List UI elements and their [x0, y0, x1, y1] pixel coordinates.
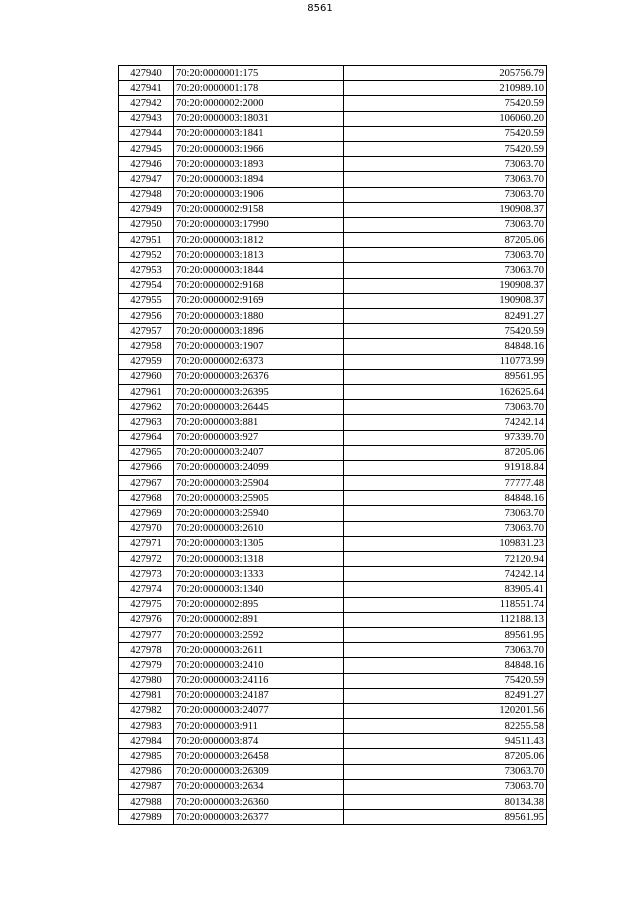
cadastral-number-cell: 70:20:0000003:2634 [174, 779, 344, 794]
cadastral-number-cell: 70:20:0000003:1333 [174, 567, 344, 582]
row-number-cell: 427951 [119, 233, 174, 248]
table-row [119, 157, 547, 172]
cadastral-number-cell: 70:20:0000003:1813 [174, 248, 344, 263]
table-row [119, 293, 547, 308]
table-row [119, 795, 547, 810]
table-row [119, 658, 547, 673]
row-number-cell: 427944 [119, 126, 174, 141]
table-row [119, 430, 547, 445]
row-number-cell: 427969 [119, 506, 174, 521]
cadastral-number-cell: 70:20:0000002:891 [174, 612, 344, 627]
cadastral-number-cell: 70:20:0000003:2611 [174, 643, 344, 658]
row-number-cell: 427972 [119, 552, 174, 567]
cadastral-number-cell: 70:20:0000003:1894 [174, 172, 344, 187]
row-number-cell: 427988 [119, 795, 174, 810]
table-row [119, 172, 547, 187]
row-number-cell: 427989 [119, 810, 174, 825]
cadastral-value-cell: 73063.70 [344, 217, 547, 232]
cadastral-value-cell: 84848.16 [344, 658, 547, 673]
table-row [119, 460, 547, 475]
cadastral-number-cell: 70:20:0000003:25940 [174, 506, 344, 521]
cadastral-value-cell: 94511.43 [344, 734, 547, 749]
cadastral-number-cell: 70:20:0000003:26395 [174, 384, 344, 399]
row-number-cell: 427985 [119, 749, 174, 764]
cadastral-number-cell: 70:20:0000003:26309 [174, 764, 344, 779]
cadastral-value-cell: 106060.20 [344, 111, 547, 126]
cadastral-number-cell: 70:20:0000003:24116 [174, 673, 344, 688]
cadastral-value-cell: 112188.13 [344, 612, 547, 627]
table-row [119, 384, 547, 399]
cadastral-value-cell: 205756.79 [344, 66, 547, 81]
table-row [119, 779, 547, 794]
table-row [119, 141, 547, 156]
cadastral-value-cell: 77777.48 [344, 476, 547, 491]
row-number-cell: 427982 [119, 703, 174, 718]
cadastral-value-cell: 87205.06 [344, 445, 547, 460]
table-row [119, 187, 547, 202]
cadastral-number-cell: 70:20:0000003:1812 [174, 233, 344, 248]
row-number-cell: 427975 [119, 597, 174, 612]
table-row [119, 324, 547, 339]
cadastral-value-cell: 162625.64 [344, 384, 547, 399]
row-number-cell: 427958 [119, 339, 174, 354]
row-number-cell: 427987 [119, 779, 174, 794]
row-number-cell: 427940 [119, 66, 174, 81]
cadastral-value-cell: 75420.59 [344, 141, 547, 156]
table-row [119, 673, 547, 688]
table-row [119, 248, 547, 263]
cadastral-number-cell: 70:20:0000003:2410 [174, 658, 344, 673]
table-row [119, 688, 547, 703]
cadastral-number-cell: 70:20:0000003:1906 [174, 187, 344, 202]
row-number-cell: 427942 [119, 96, 174, 111]
table-row [119, 400, 547, 415]
cadastral-number-cell: 70:20:0000003:874 [174, 734, 344, 749]
cadastral-number-cell: 70:20:0000003:2592 [174, 627, 344, 642]
cadastral-number-cell: 70:20:0000003:881 [174, 415, 344, 430]
cadastral-value-cell: 82255.58 [344, 719, 547, 734]
table-row [119, 81, 547, 96]
cadastral-value-cell: 109831.23 [344, 536, 547, 551]
cadastral-number-cell: 70:20:0000003:18031 [174, 111, 344, 126]
row-number-cell: 427948 [119, 187, 174, 202]
row-number-cell: 427961 [119, 384, 174, 399]
cadastral-value-cell: 89561.95 [344, 369, 547, 384]
cadastral-value-cell: 73063.70 [344, 400, 547, 415]
cadastral-value-cell: 83905.41 [344, 582, 547, 597]
cadastral-value-cell: 118551.74 [344, 597, 547, 612]
cadastral-number-cell: 70:20:0000003:26360 [174, 795, 344, 810]
table-row [119, 415, 547, 430]
table-row [119, 552, 547, 567]
table-row [119, 627, 547, 642]
cadastral-value-cell: 84848.16 [344, 339, 547, 354]
cadastral-number-cell: 70:20:0000003:25905 [174, 491, 344, 506]
row-number-cell: 427943 [119, 111, 174, 126]
cadastral-number-cell: 70:20:0000003:26445 [174, 400, 344, 415]
table-row [119, 126, 547, 141]
cadastral-number-cell: 70:20:0000003:2407 [174, 445, 344, 460]
cadastral-value-cell: 75420.59 [344, 126, 547, 141]
cadastral-number-cell: 70:20:0000003:26377 [174, 810, 344, 825]
cadastral-number-cell: 70:20:0000003:911 [174, 719, 344, 734]
cadastral-number-cell: 70:20:0000002:2000 [174, 96, 344, 111]
cadastral-number-cell: 70:20:0000003:24187 [174, 688, 344, 703]
cadastral-number-cell: 70:20:0000002:9168 [174, 278, 344, 293]
cadastral-number-cell: 70:20:0000003:26376 [174, 369, 344, 384]
table-row [119, 536, 547, 551]
cadastral-value-cell: 120201.56 [344, 703, 547, 718]
table-row [119, 339, 547, 354]
row-number-cell: 427957 [119, 324, 174, 339]
table-row [119, 506, 547, 521]
cadastral-value-cell: 75420.59 [344, 96, 547, 111]
cadastral-value-cell: 73063.70 [344, 521, 547, 536]
cadastral-number-cell: 70:20:0000002:6373 [174, 354, 344, 369]
cadastral-value-cell: 190908.37 [344, 293, 547, 308]
cadastral-number-cell: 70:20:0000001:175 [174, 66, 344, 81]
row-number-cell: 427974 [119, 582, 174, 597]
row-number-cell: 427981 [119, 688, 174, 703]
cadastral-value-cell: 74242.14 [344, 567, 547, 582]
cadastral-number-cell: 70:20:0000003:1907 [174, 339, 344, 354]
row-number-cell: 427977 [119, 627, 174, 642]
table-row [119, 567, 547, 582]
row-number-cell: 427953 [119, 263, 174, 278]
table-row [119, 643, 547, 658]
row-number-cell: 427986 [119, 764, 174, 779]
table-row [119, 233, 547, 248]
cadastral-number-cell: 70:20:0000002:895 [174, 597, 344, 612]
table-row [119, 521, 547, 536]
row-number-cell: 427962 [119, 400, 174, 415]
table-row [119, 749, 547, 764]
cadastral-number-cell: 70:20:0000003:25904 [174, 476, 344, 491]
table-row [119, 719, 547, 734]
table-row [119, 612, 547, 627]
row-number-cell: 427976 [119, 612, 174, 627]
cadastral-value-cell: 73063.70 [344, 248, 547, 263]
page-number: 8561 [307, 3, 333, 14]
row-number-cell: 427978 [119, 643, 174, 658]
table-row [119, 734, 547, 749]
cadastral-value-cell: 87205.06 [344, 749, 547, 764]
cadastral-value-cell: 190908.37 [344, 278, 547, 293]
table-row [119, 263, 547, 278]
row-number-cell: 427970 [119, 521, 174, 536]
row-number-cell: 427955 [119, 293, 174, 308]
cadastral-value-cell: 73063.70 [344, 779, 547, 794]
cadastral-value-cell: 73063.70 [344, 187, 547, 202]
cadastral-number-cell: 70:20:0000002:9169 [174, 293, 344, 308]
row-number-cell: 427947 [119, 172, 174, 187]
row-number-cell: 427952 [119, 248, 174, 263]
cadastral-number-cell: 70:20:0000003:1880 [174, 309, 344, 324]
row-number-cell: 427949 [119, 202, 174, 217]
cadastral-number-cell: 70:20:0000001:178 [174, 81, 344, 96]
cadastral-value-table [118, 65, 547, 825]
cadastral-number-cell: 70:20:0000003:26458 [174, 749, 344, 764]
cadastral-value-cell: 73063.70 [344, 643, 547, 658]
cadastral-number-cell: 70:20:0000003:24077 [174, 703, 344, 718]
cadastral-number-cell: 70:20:0000003:1318 [174, 552, 344, 567]
cadastral-number-cell: 70:20:0000003:1340 [174, 582, 344, 597]
table-row [119, 354, 547, 369]
cadastral-value-cell: 72120.94 [344, 552, 547, 567]
cadastral-number-cell: 70:20:0000002:9158 [174, 202, 344, 217]
cadastral-value-cell: 75420.59 [344, 673, 547, 688]
row-number-cell: 427980 [119, 673, 174, 688]
cadastral-value-cell: 210989.10 [344, 81, 547, 96]
table-body [119, 66, 547, 825]
table-row [119, 96, 547, 111]
table-row [119, 703, 547, 718]
table-row [119, 764, 547, 779]
row-number-cell: 427979 [119, 658, 174, 673]
cadastral-value-cell: 84848.16 [344, 491, 547, 506]
cadastral-value-cell: 73063.70 [344, 263, 547, 278]
cadastral-number-cell: 70:20:0000003:1893 [174, 157, 344, 172]
cadastral-number-cell: 70:20:0000003:1305 [174, 536, 344, 551]
row-number-cell: 427954 [119, 278, 174, 293]
table-row [119, 278, 547, 293]
table-row [119, 202, 547, 217]
row-number-cell: 427946 [119, 157, 174, 172]
table-row [119, 491, 547, 506]
cadastral-value-cell: 190908.37 [344, 202, 547, 217]
row-number-cell: 427941 [119, 81, 174, 96]
table-row [119, 309, 547, 324]
cadastral-number-cell: 70:20:0000003:24099 [174, 460, 344, 475]
cadastral-value-cell: 89561.95 [344, 810, 547, 825]
cadastral-number-cell: 70:20:0000003:1844 [174, 263, 344, 278]
table-row [119, 111, 547, 126]
row-number-cell: 427945 [119, 141, 174, 156]
cadastral-value-cell: 97339.70 [344, 430, 547, 445]
row-number-cell: 427956 [119, 309, 174, 324]
cadastral-number-cell: 70:20:0000003:2610 [174, 521, 344, 536]
row-number-cell: 427984 [119, 734, 174, 749]
cadastral-value-cell: 82491.27 [344, 309, 547, 324]
cadastral-number-cell: 70:20:0000003:927 [174, 430, 344, 445]
table-row [119, 66, 547, 81]
row-number-cell: 427959 [119, 354, 174, 369]
table-row [119, 369, 547, 384]
table-row [119, 476, 547, 491]
row-number-cell: 427965 [119, 445, 174, 460]
cadastral-number-cell: 70:20:0000003:1896 [174, 324, 344, 339]
row-number-cell: 427966 [119, 460, 174, 475]
row-number-cell: 427967 [119, 476, 174, 491]
cadastral-value-cell: 80134.38 [344, 795, 547, 810]
cadastral-value-cell: 91918.84 [344, 460, 547, 475]
table-row [119, 810, 547, 825]
cadastral-value-cell: 74242.14 [344, 415, 547, 430]
cadastral-value-cell: 89561.95 [344, 627, 547, 642]
cadastral-value-cell: 75420.59 [344, 324, 547, 339]
table-row [119, 582, 547, 597]
row-number-cell: 427964 [119, 430, 174, 445]
table-row [119, 597, 547, 612]
cadastral-value-cell: 73063.70 [344, 506, 547, 521]
table-row [119, 217, 547, 232]
cadastral-number-cell: 70:20:0000003:17990 [174, 217, 344, 232]
cadastral-value-cell: 73063.70 [344, 172, 547, 187]
row-number-cell: 427973 [119, 567, 174, 582]
cadastral-number-cell: 70:20:0000003:1841 [174, 126, 344, 141]
row-number-cell: 427950 [119, 217, 174, 232]
row-number-cell: 427960 [119, 369, 174, 384]
row-number-cell: 427983 [119, 719, 174, 734]
cadastral-value-cell: 87205.06 [344, 233, 547, 248]
cadastral-value-cell: 110773.99 [344, 354, 547, 369]
row-number-cell: 427968 [119, 491, 174, 506]
cadastral-value-cell: 73063.70 [344, 157, 547, 172]
cadastral-number-cell: 70:20:0000003:1966 [174, 141, 344, 156]
cadastral-value-cell: 82491.27 [344, 688, 547, 703]
cadastral-value-cell: 73063.70 [344, 764, 547, 779]
row-number-cell: 427971 [119, 536, 174, 551]
row-number-cell: 427963 [119, 415, 174, 430]
table-row [119, 445, 547, 460]
